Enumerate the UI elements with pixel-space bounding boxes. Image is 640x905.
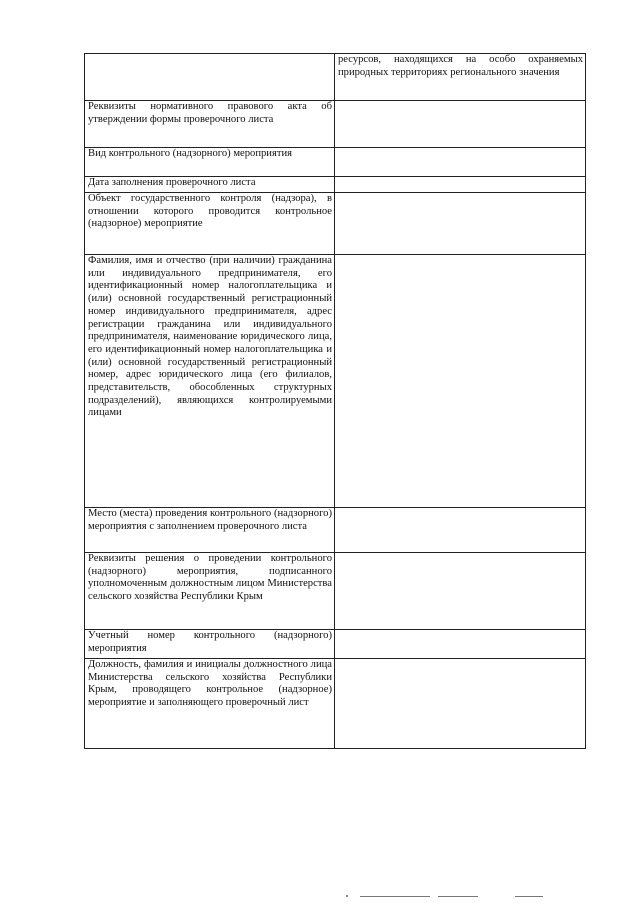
row-value	[335, 193, 586, 255]
row-value	[335, 553, 586, 630]
table-row	[85, 508, 586, 553]
table-row	[85, 553, 586, 630]
header-empty-cell	[85, 54, 335, 101]
row-value	[335, 630, 586, 659]
row-label: Фамилия, имя и отчество (при наличии) гражданина или индивидуального предпринимателя, его идентификационный номер налогоплательщика и (или) основной государственный регистрационный номер индивидуального предпринимателя, адрес регистрации гражданина или индивидуального предпринимателя, наименование юридического лица, его идентификационный номер налогоплательщика и (или) основной государственный регистрационный номер, адрес юридического лица (его филиалов, представительств, обособленных структурных подразделений), являющихся контролируемыми лицами	[85, 255, 335, 508]
row-label: Должность, фамилия и инициалы должностного лица Министерства сельского хозяйства Республики Крым, проводящего контрольное (надзорное) мероприятие и заполняющего проверочный лист	[85, 659, 335, 749]
row-value	[335, 148, 586, 177]
footer-scan-line	[360, 896, 430, 897]
table-row	[85, 255, 586, 508]
header-text-cell: ресурсов, находящихся на особо охраняемых природных территориях регионального значения	[335, 54, 586, 101]
table-row	[85, 630, 586, 659]
footer-scan-line	[515, 896, 543, 897]
row-value	[335, 659, 586, 749]
row-value	[335, 177, 586, 193]
footer-scan-dot	[346, 895, 348, 897]
row-label: Дата заполнения проверочного листа	[85, 177, 335, 193]
row-value	[335, 255, 586, 508]
row-label: Реквизиты решения о проведении контрольного (надзорного) мероприятия, подписанного уполномоченным должностным лицом Министерства сельского хозяйства Республики Крым	[85, 553, 335, 630]
row-value	[335, 508, 586, 553]
checklist-form-table	[84, 53, 586, 749]
row-value	[335, 101, 586, 148]
row-label: Объект государственного контроля (надзора), в отношении которого проводится контрольное (надзорное) мероприятие	[85, 193, 335, 255]
row-label: Вид контрольного (надзорного) мероприятия	[85, 148, 335, 177]
row-label: Учетный номер контрольного (надзорного) мероприятия	[85, 630, 335, 659]
table-row	[85, 101, 586, 148]
table-row	[85, 659, 586, 749]
row-label: Место (места) проведения контрольного (надзорного) мероприятия с заполнением проверочного листа	[85, 508, 335, 553]
table-row-header	[85, 54, 586, 101]
table-row	[85, 177, 586, 193]
row-label: Реквизиты нормативного правового акта об утверждении формы проверочного листа	[85, 101, 335, 148]
table-row	[85, 193, 586, 255]
footer-scan-line	[438, 896, 478, 897]
table-row	[85, 148, 586, 177]
